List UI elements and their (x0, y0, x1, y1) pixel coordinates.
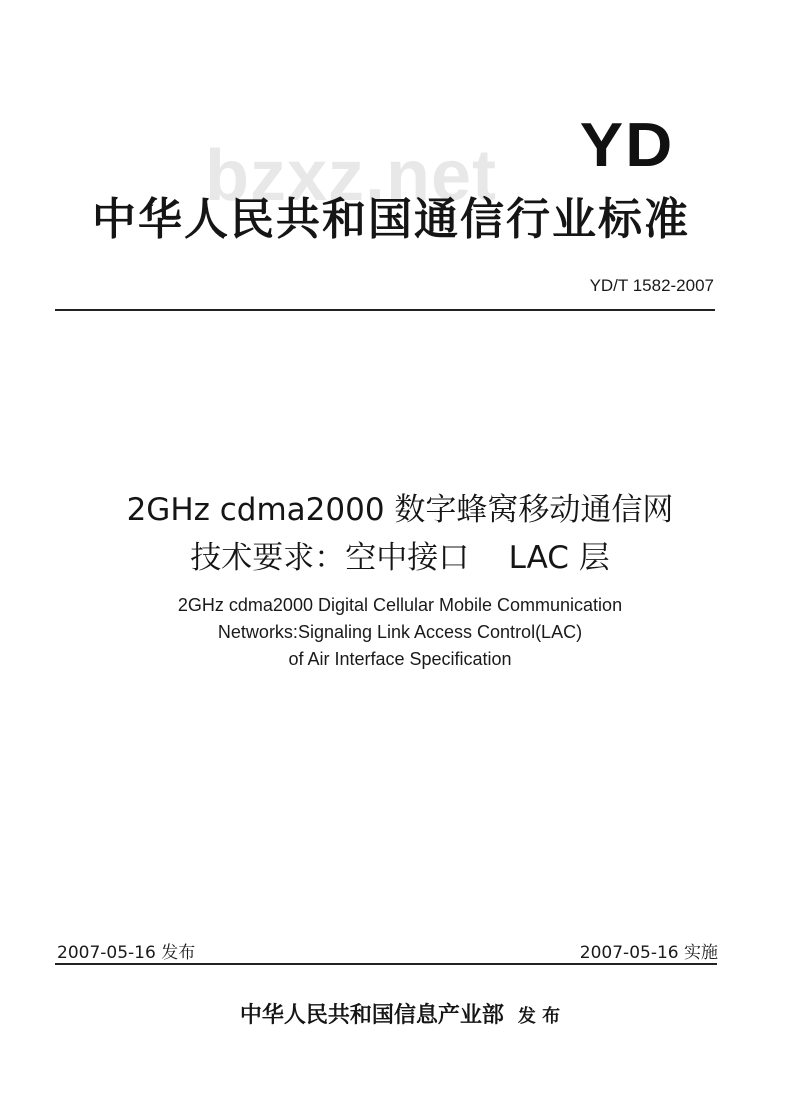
publisher-name: 中华人民共和国信息产业部 (239, 1002, 504, 1028)
standard-category-title: 中华人民共和国通信行业标准 (92, 194, 690, 245)
english-title (40, 592, 760, 673)
publisher (150, 998, 650, 1029)
top-divider (55, 309, 715, 311)
chinese-title (40, 486, 760, 582)
chinese-title-line-2: 技术要求：空中接口 LAC 层 (190, 540, 610, 576)
standard-number: YD/T 1582-2007 (589, 276, 714, 295)
issue-date: 2007-05-16 发布 (57, 943, 196, 963)
watermark: bzxz.net (205, 136, 498, 216)
chinese-title-line-1: 2GHz cdma2000 数字蜂窝移动通信网 (126, 492, 674, 528)
english-title-line-1: 2GHz cdma2000 Digital Cellular Mobile Communication (177, 595, 623, 615)
english-title-line-3: of Air Interface Specification (288, 649, 512, 669)
bottom-divider (55, 963, 717, 965)
english-title-line-2: Networks:Signaling Link Access Control(LAC) (217, 622, 583, 642)
publisher-suffix: 发 布 (517, 1006, 561, 1027)
implementation-date: 2007-05-16 实施 (579, 943, 718, 963)
yd-logo: YD (579, 111, 675, 180)
